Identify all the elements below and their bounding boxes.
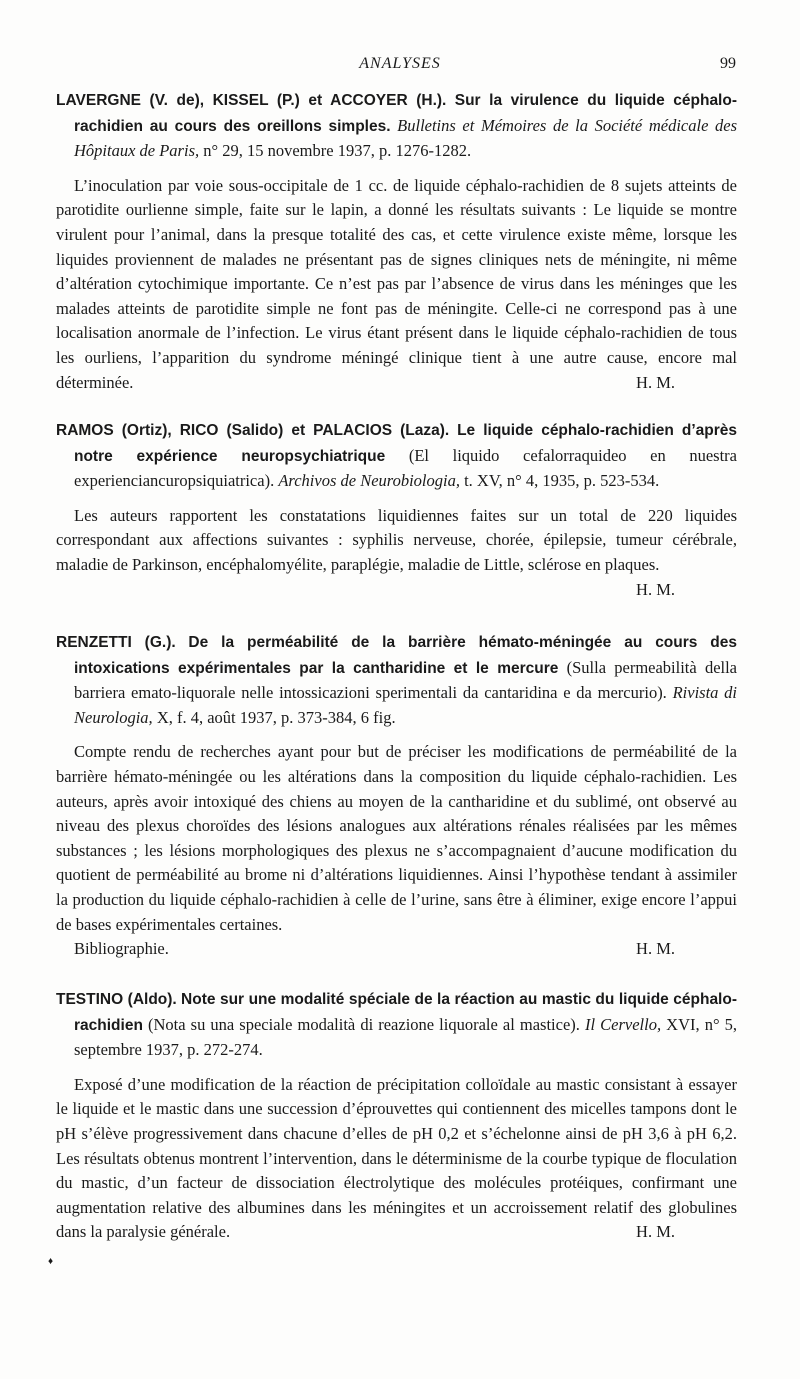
reference: X, f. 4, août 1937, p. 373-384, 6 fig. — [156, 707, 396, 727]
original-title: (Sulla permeabilità della barriera emato-liquorale nelle intossicazioni sperimentali da cantaridina e da mercurio). — [74, 657, 738, 703]
article-ramos — [56, 418, 737, 602]
signature: H. M. — [636, 939, 675, 959]
bibliography-label: Bibliographie. — [74, 939, 169, 959]
running-title: ANALYSES — [359, 55, 441, 72]
article-title: Note sur une modalité spéciale de la réaction au mastic du liquide céphalo-rachidien — [74, 991, 737, 1034]
citation — [56, 418, 737, 494]
running-head — [0, 52, 800, 76]
citation — [56, 88, 737, 164]
journal-name: Archivos de Neurobiologia, — [278, 471, 460, 491]
summary — [56, 504, 737, 599]
article-lavergne — [56, 88, 737, 395]
summary-text: Les auteurs rapportent les constatations liquidiennes faites sur un total de 220 liquides correspondant aux affections suivantes : syphilis nerveuse, chorée, épilepsie, tumeur cérébrale, maladie de Parkinson, encéphalomyélite, paraplégie, maladie de Little, sclérose en plaques. — [56, 505, 737, 574]
article-title: Sur la virulence du liquide céphalo-rachidien au cours des oreillons simples. — [74, 92, 737, 135]
original-title: (El liquido cefalorraquideo en nuestra experienciancuropsiquiatrica). — [74, 445, 738, 491]
citation — [56, 630, 737, 730]
article-testino — [56, 987, 737, 1245]
journal-name: Bulletins et Mémoires de la Société médicale des Hôpitaux de Paris, — [74, 115, 737, 161]
citation — [56, 987, 737, 1063]
authors: RAMOS (Ortiz), RICO (Salido) et PALACIOS (Laza). — [56, 422, 450, 439]
article-renzetti — [56, 630, 737, 962]
summary — [56, 740, 737, 937]
reference: XVI, n° 5, septembre 1937, p. 272-274. — [74, 1014, 738, 1060]
authors: RENZETTI (G.). — [56, 634, 176, 651]
article-title: Le liquide céphalo-rachidien d’après notre expérience neuropsychiatrique — [74, 422, 738, 465]
authors: TESTINO (Aldo). — [56, 991, 177, 1008]
journal-name: Il Cervello, — [584, 1014, 662, 1034]
signature: H. M. — [636, 372, 675, 392]
summary — [56, 1073, 737, 1245]
reference: n° 29, 15 novembre 1937, p. 1276-1282. — [203, 141, 472, 161]
bibliography-line — [56, 937, 737, 962]
authors: LAVERGNE (V. de), KISSEL (P.) et ACCOYER (H.). — [56, 92, 447, 109]
signature: H. M. — [636, 579, 675, 599]
original-title: (Nota su una speciale modalità di reazione liquorale al mastice). — [148, 1014, 580, 1034]
signature: H. M. — [636, 1222, 675, 1242]
summary — [56, 174, 737, 395]
reference: t. XV, n° 4, 1935, p. 523-534. — [464, 471, 660, 491]
margin-mark: ♦ — [48, 1256, 54, 1267]
summary-text: Exposé d’une modification de la réaction de précipitation colloïdale au mastic consistant à essayer le liquide et le mastic dans une succession d’éprouvettes qui contiennent des micelles tampons dont le pH s’élève progressivement dans chacune d’elles de pH 0,2 et s’échelonne ainsi de pH 3,6 à pH 6,2. Les résultats obtenus montrent l’intervention, dans le déterminisme de la courbe typique de floculation du mastic, d’un facteur de dissociation électrolytique des molécules protéiques, confirmant une augmentation relative des albumines dans les méningites et un accroissement relatif des globulines dans la paralysie générale. — [56, 1074, 737, 1242]
article-title: De la perméabilité de la barrière hémato-méningée au cours des intoxications expérimentales par la cantharidine et le mercure — [74, 634, 738, 677]
journal-name: Rivista di Neurologia, — [74, 683, 737, 727]
page-number: 99 — [720, 55, 736, 72]
summary-text: L’inoculation par voie sous-occipitale de 1 cc. de liquide céphalo-rachidien de 8 sujets atteints de parotidite ourlienne simple, faite sur le lapin, a donné les résultats suivants : Le liquide se montre virulent pour l’animal, dans la presque totalité des cas, et cette virulence existe même, lorsque les liquides proviennent de malades ne présentant pas de signes cliniques nets de méningite, ni même d’altération cytochimique importante. Ce n’est pas par l’absence de virus dans les méninges que les malades atteints de parotidite simple ne font pas de méningite. Celle-ci ne correspond pas à une localisation anormale de l’infection. Le virus étant présent dans le liquide céphalo-rachidien de tous les ourliens, l’apparition du syndrome méningé clinique tient à une autre cause, encore mal déterminée. — [56, 175, 737, 392]
summary-text: Compte rendu de recherches ayant pour but de préciser les modifications de perméabilité de la barrière hémato-méningée ou les altérations dans la composition du liquide céphalo-rachidien. Les auteurs, après avoir intoxiqué des chiens au moyen de la cantharidine et du sublimé, ont observé au niveau des plexus choroïdes des lésions analogues aux altérations rénales réalisées par les mêmes substances ; les lésions morphologiques des plexus ne s’accompagnaient d’aucune modification du quotient de perméabilité au brome ni d’altérations liquidiennes. Ainsi l’hypothèse tendant à assimiler la production du liquide céphalo-rachidien à celle de l’urine, sans être à éliminer, exige encore l’appui de bases expérimentales certaines. — [56, 742, 737, 934]
